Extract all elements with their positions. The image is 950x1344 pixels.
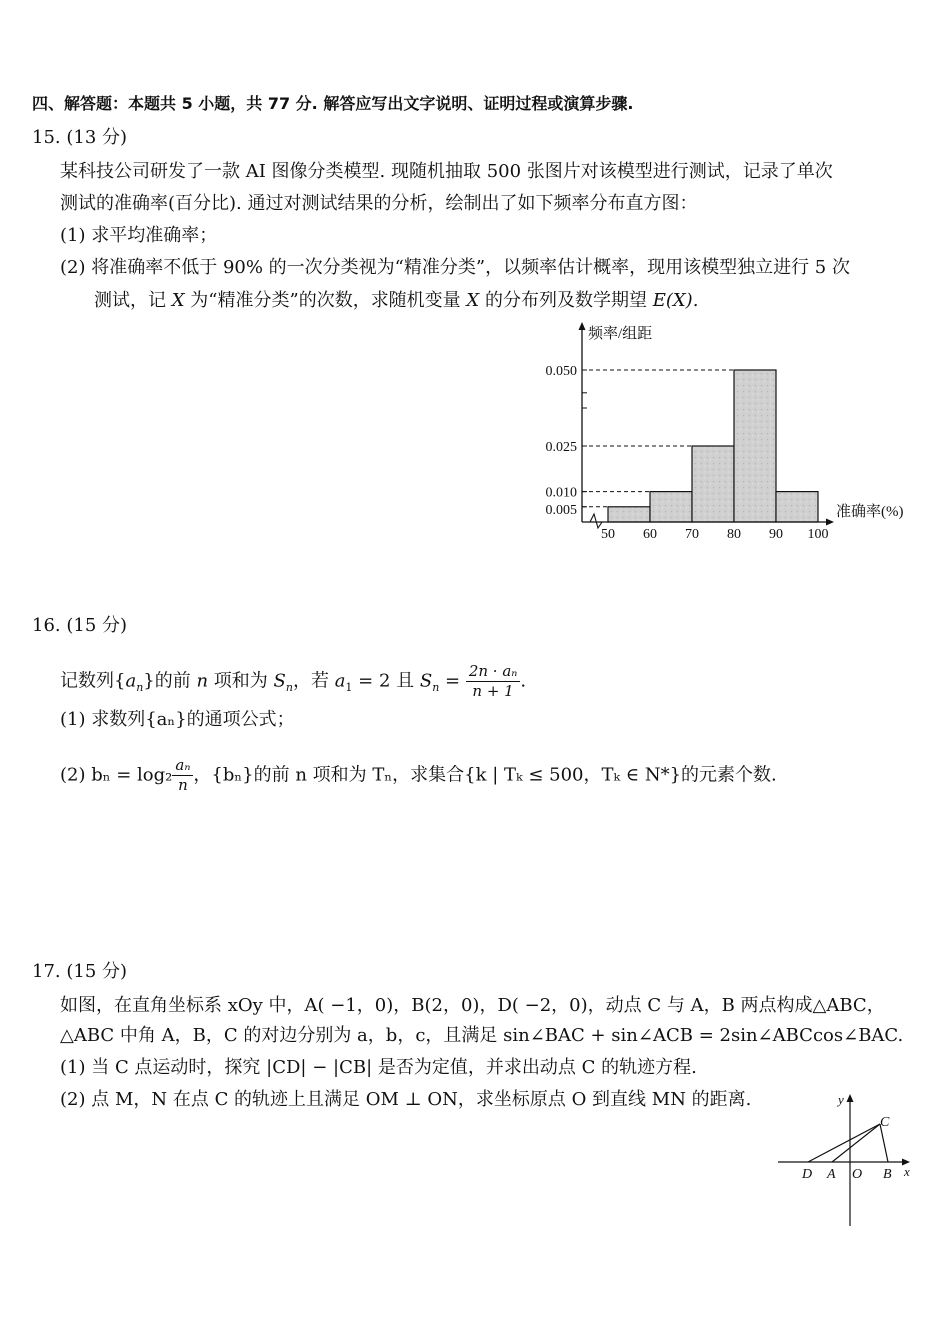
q15-stem-line2: 测试的准确率(百分比). 通过对测试结果的分析，绘制出了如下频率分布直方图： [60,193,698,214]
histogram-bar-50-60 [608,507,650,522]
section-heading: 四、解答题：本题共 5 小题，共 77 分. 解答应写出文字说明、证明过程或演算步骤. [32,94,634,113]
y-axis-arrow [579,322,586,330]
q16-stem: 记数列$\{a_n\}$的前 n 项和为 $S_n$，若 $a_1 = 2$ 且 $S_n$ = $\frac{\text{2n · aₙ}}{n + 1}$ . [60,662,527,700]
histogram-bar-80-90 [734,370,776,522]
fig-label-D: D [802,1167,813,1182]
q17-part2: (2) 点 M，N 在点 C 的轨迹上且满足 OM ⊥ ON，求坐标原点 O 到直线 MN 的距离. [60,1089,752,1110]
q17-stem-line1: 如图，在直角坐标系 xOy 中，A( −1，0)，B(2，0)，D( −2，0)，动点 C 与 A，B 两点构成△ABC， [60,995,885,1016]
x-tick-label: 60 [643,527,657,542]
x-tick-label: 80 [727,527,741,542]
histogram-y-label: 频率/组距 [588,326,653,342]
y-tick-label: 0.025 [545,440,577,455]
histogram-x-label: 准确率(%) [836,504,904,520]
q15-stem-line1: 某科技公司研发了一款 AI 图像分类模型. 现随机抽取 500 张图片对该模型进行测试，记录了单次 [60,161,833,182]
q16-part2-fraction: $\frac{\text{aₙ}}{n}$ [172,756,193,795]
x-tick-label: 90 [769,527,783,542]
fig-label-y: y [838,1092,844,1107]
frequency-histogram [520,318,940,548]
q16-number: 16. (15 分) [32,615,128,636]
fig-label-O: O [852,1167,863,1182]
x-tick-label: 70 [685,527,699,542]
fig-y-arrow [847,1094,854,1102]
histogram-bar-90-100 [776,492,818,522]
y-tick-label: 0.010 [545,485,577,501]
q16-fraction: $\frac{\text{2n · aₙ}}{n + 1}$ [466,662,521,701]
segment-DC [808,1124,880,1162]
q17-coordinate-figure [770,1086,920,1231]
q17-stem-line2: △ABC 中角 A，B，C 的对边分别为 a，b，c，且满足 sin∠BAC + sin∠ACB = 2sin∠ABCcos∠BAC. [60,1025,904,1046]
q15-part2-line2: 测试，记 X 为“精准分类”的次数，求随机变量 X 的分布列及数学期望 E(X). [94,290,699,311]
fig-label-B: B [883,1167,892,1182]
segment-AC [832,1124,880,1162]
histogram-bar-70-80 [692,446,734,522]
x-tick-label: 100 [807,527,829,542]
q16-part2: (2) bₙ = log₂ $\frac{\text{aₙ}}{n}$ ，{bₙ}的前 n 项和为 Tₙ，求集合{k | Tₖ ≤ 500，Tₖ ∈ N*}的元素个数. [60,756,777,794]
q15-part2-line1: (2) 将准确率不低于 90% 的一次分类视为“精准分类”，以频率估计概率，现用该模型独立进行 5 次 [60,257,850,278]
q15-part1: (1) 求平均准确率； [60,225,218,246]
x-tick-label: 50 [601,527,615,542]
y-tick-label: 0.050 [545,364,577,379]
histogram-bar-60-70 [650,492,692,522]
q17-part1: (1) 当 C 点运动时，探究 |CD| − |CB| 是否为定值，并求出动点 C 的轨迹方程. [60,1057,697,1078]
fig-label-A: A [827,1167,836,1182]
q17-number: 17. (15 分) [32,961,128,982]
y-tick-label: 0.005 [545,502,577,518]
fig-label-C: C [880,1115,890,1130]
q16-part1: (1) 求数列{aₙ}的通项公式； [60,709,295,730]
fig-label-x: x [904,1164,910,1179]
q15-number: 15. (13 分) [32,127,128,148]
axis-break [590,514,602,528]
x-axis-arrow [826,519,834,526]
